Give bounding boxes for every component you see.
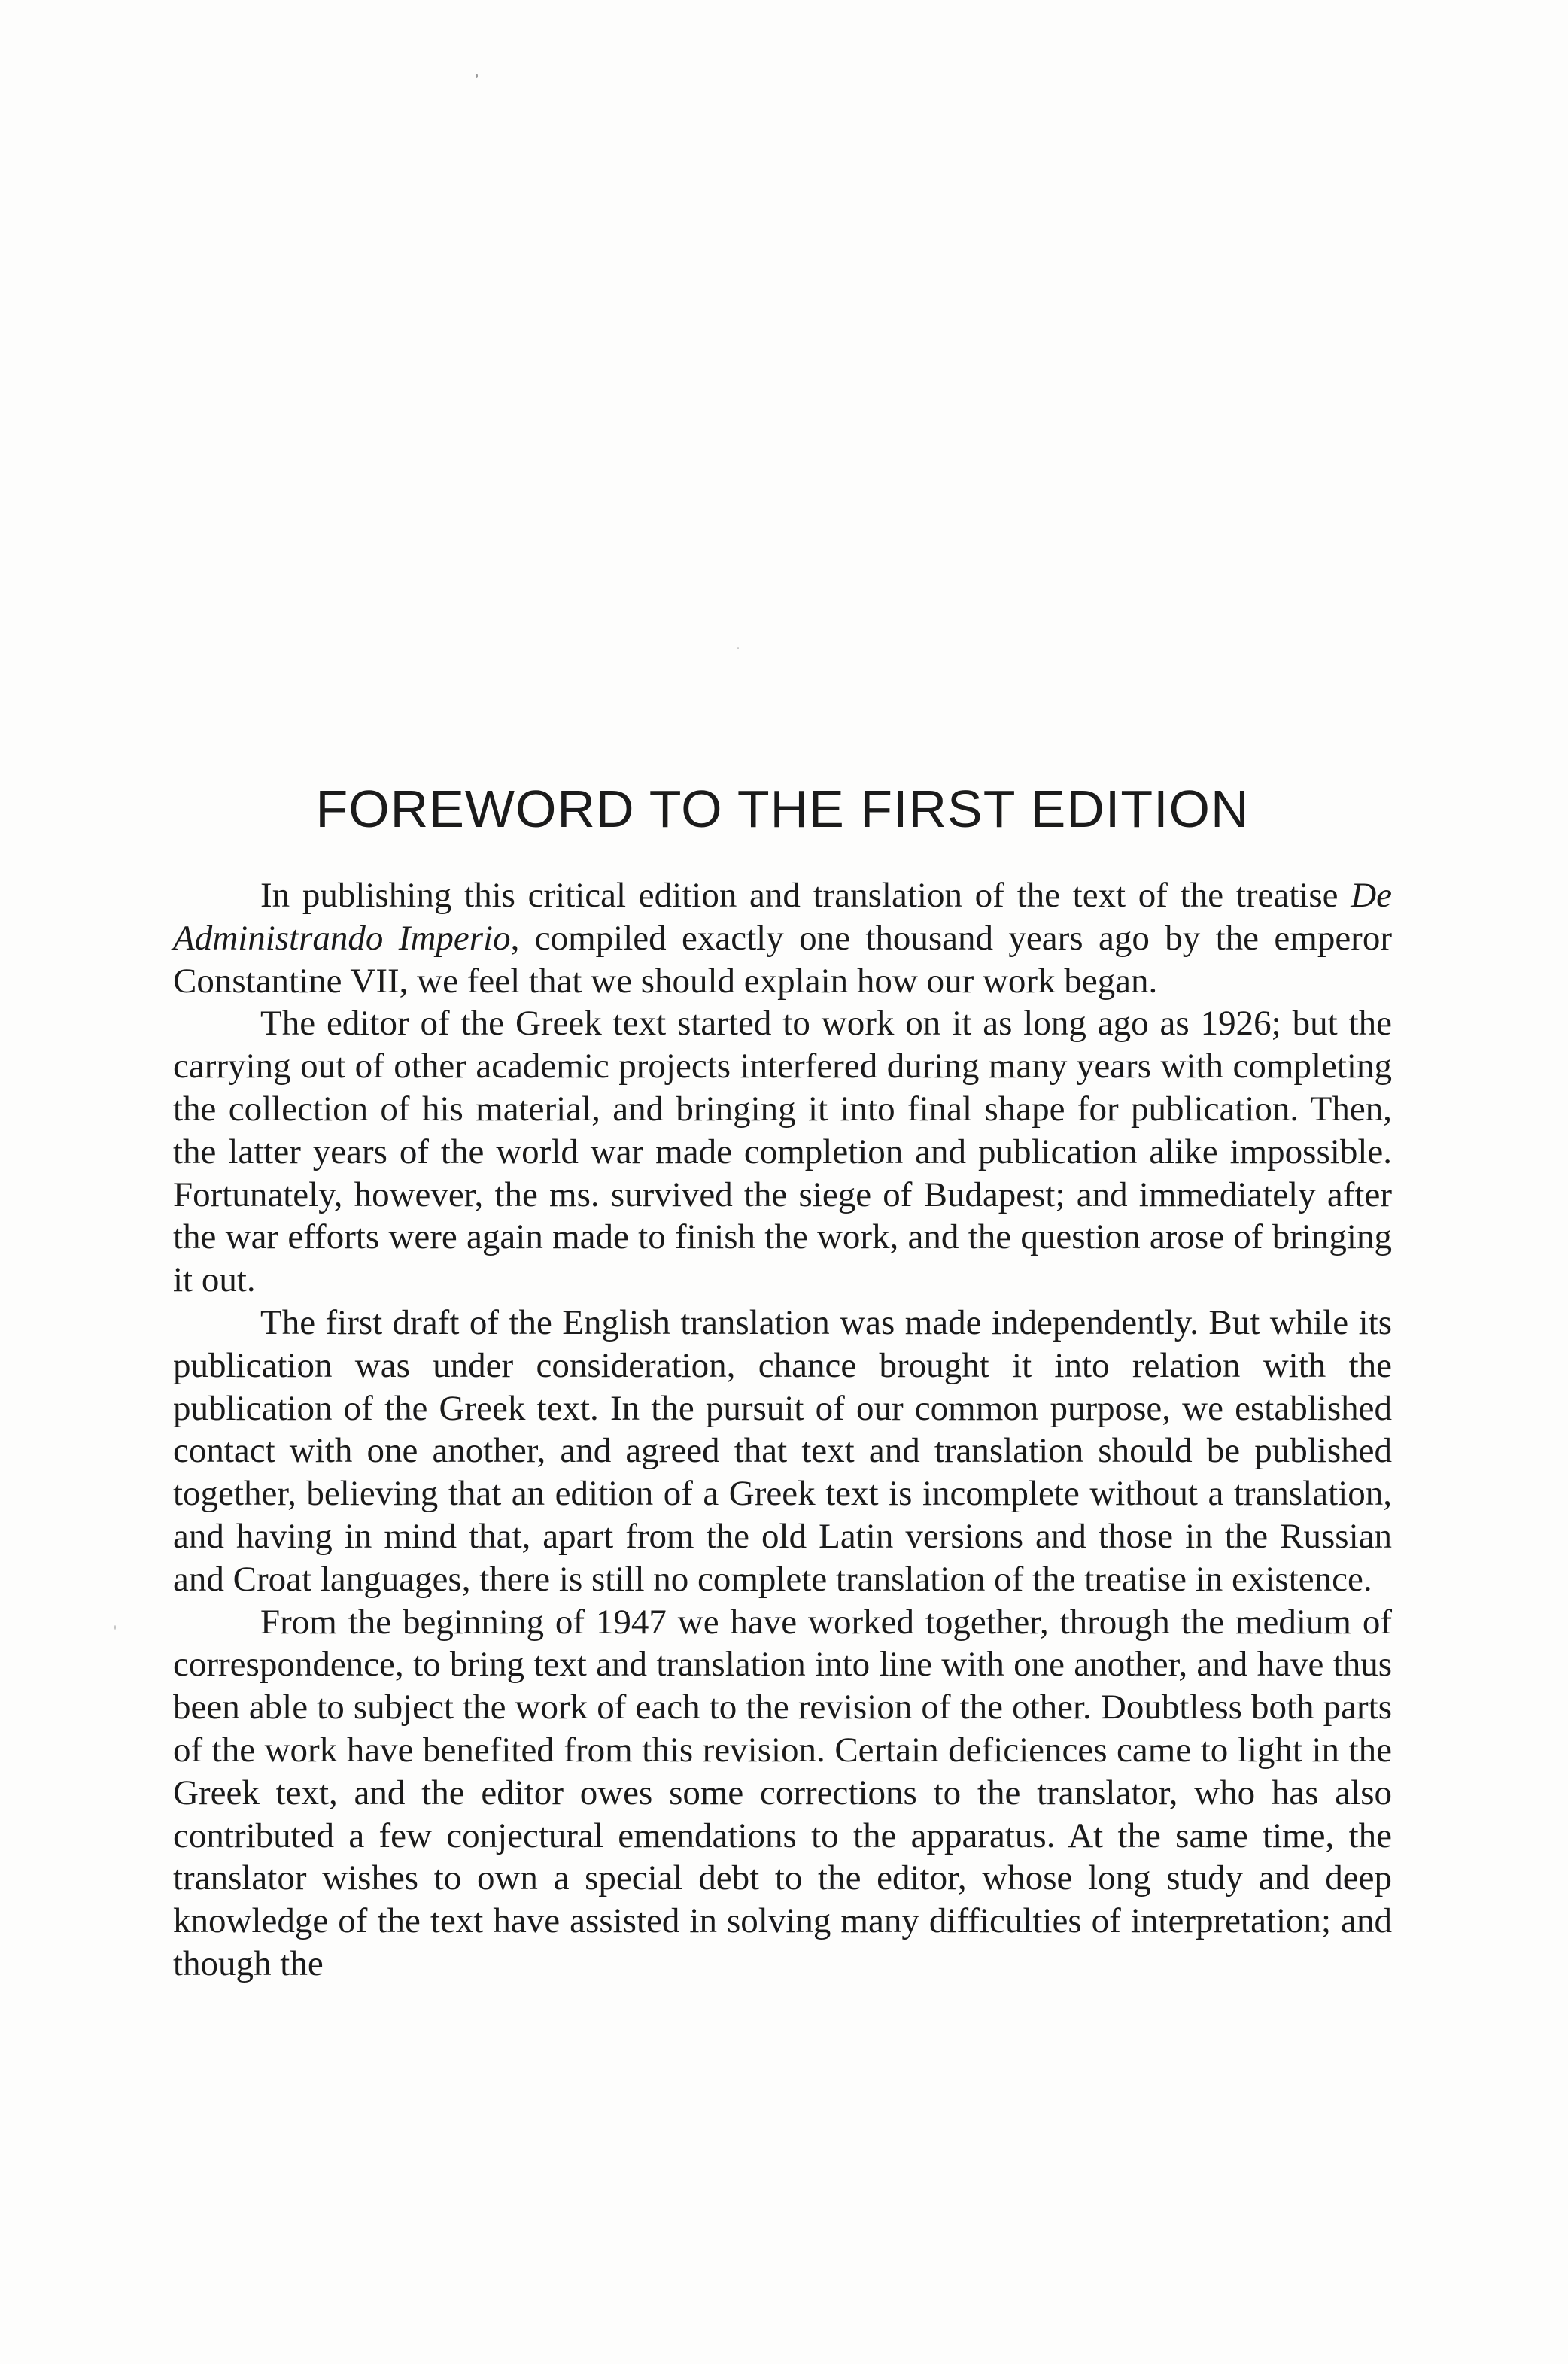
- paragraph-3: The first draft of the English translation was made independently. But while its publication was under consideration, chance brought it into relation with the publication of the Greek text. In the pursuit of our common purpose, we established contact with one another, and agreed that text and translation should be published together, believing that an edition of a Greek text is incomplete without a translation, and having in mind that, apart from the old Latin versions and those in the Russian and Croat languages, there is still no complete translation of the treatise in existence.: [173, 1302, 1392, 1599]
- foreword-body: [173, 874, 1392, 1986]
- paragraph-4: From the beginning of 1947 we have worked together, through the medium of correspondence, to bring text and translation into line with one another, and have thus been able to subject the work of each to the revision of the other. Doubtless both parts of the work have benefited from this revision. Certain deficiences came to light in the Greek text, and the editor owes some corrections to the translator, who has also contributed a few conjectural emendations to the apparatus. At the same time, the translator wishes to own a special debt to the editor, whose long study and deep knowledge of the text have assisted in solving many difficulties of interpretation; and though the: [173, 1602, 1392, 1983]
- paragraph-1-rest: , compiled exactly one thousand years ago by the emperor Constantine VII, we feel that we should explain how our work began.: [173, 918, 1392, 1001]
- treatise-title: De Administrando Imperio: [173, 876, 1392, 958]
- paragraph-1-lead: In publishing this critical edition and translation of the text of the treatise: [260, 876, 1351, 915]
- paragraph-1: [173, 874, 1392, 1002]
- paragraph-2: The editor of the Greek text started to work on it as long ago as 1926; but the carrying out of other academic projects interfered during many years with completing the collection of his material, and bringing it into final shape for publication. Then, the latter years of the world war made completion and publication alike impossible. Fortunately, however, the ms. survived the siege of Budapest; and immediately after the war efforts were again made to finish the work, and the question arose of bringing it out.: [173, 1004, 1392, 1300]
- scan-speck: [114, 1625, 116, 1630]
- scan-speck: [737, 647, 739, 649]
- page-title: FOREWORD TO THE FIRST EDITION: [315, 779, 1250, 838]
- scan-speck: [476, 74, 478, 78]
